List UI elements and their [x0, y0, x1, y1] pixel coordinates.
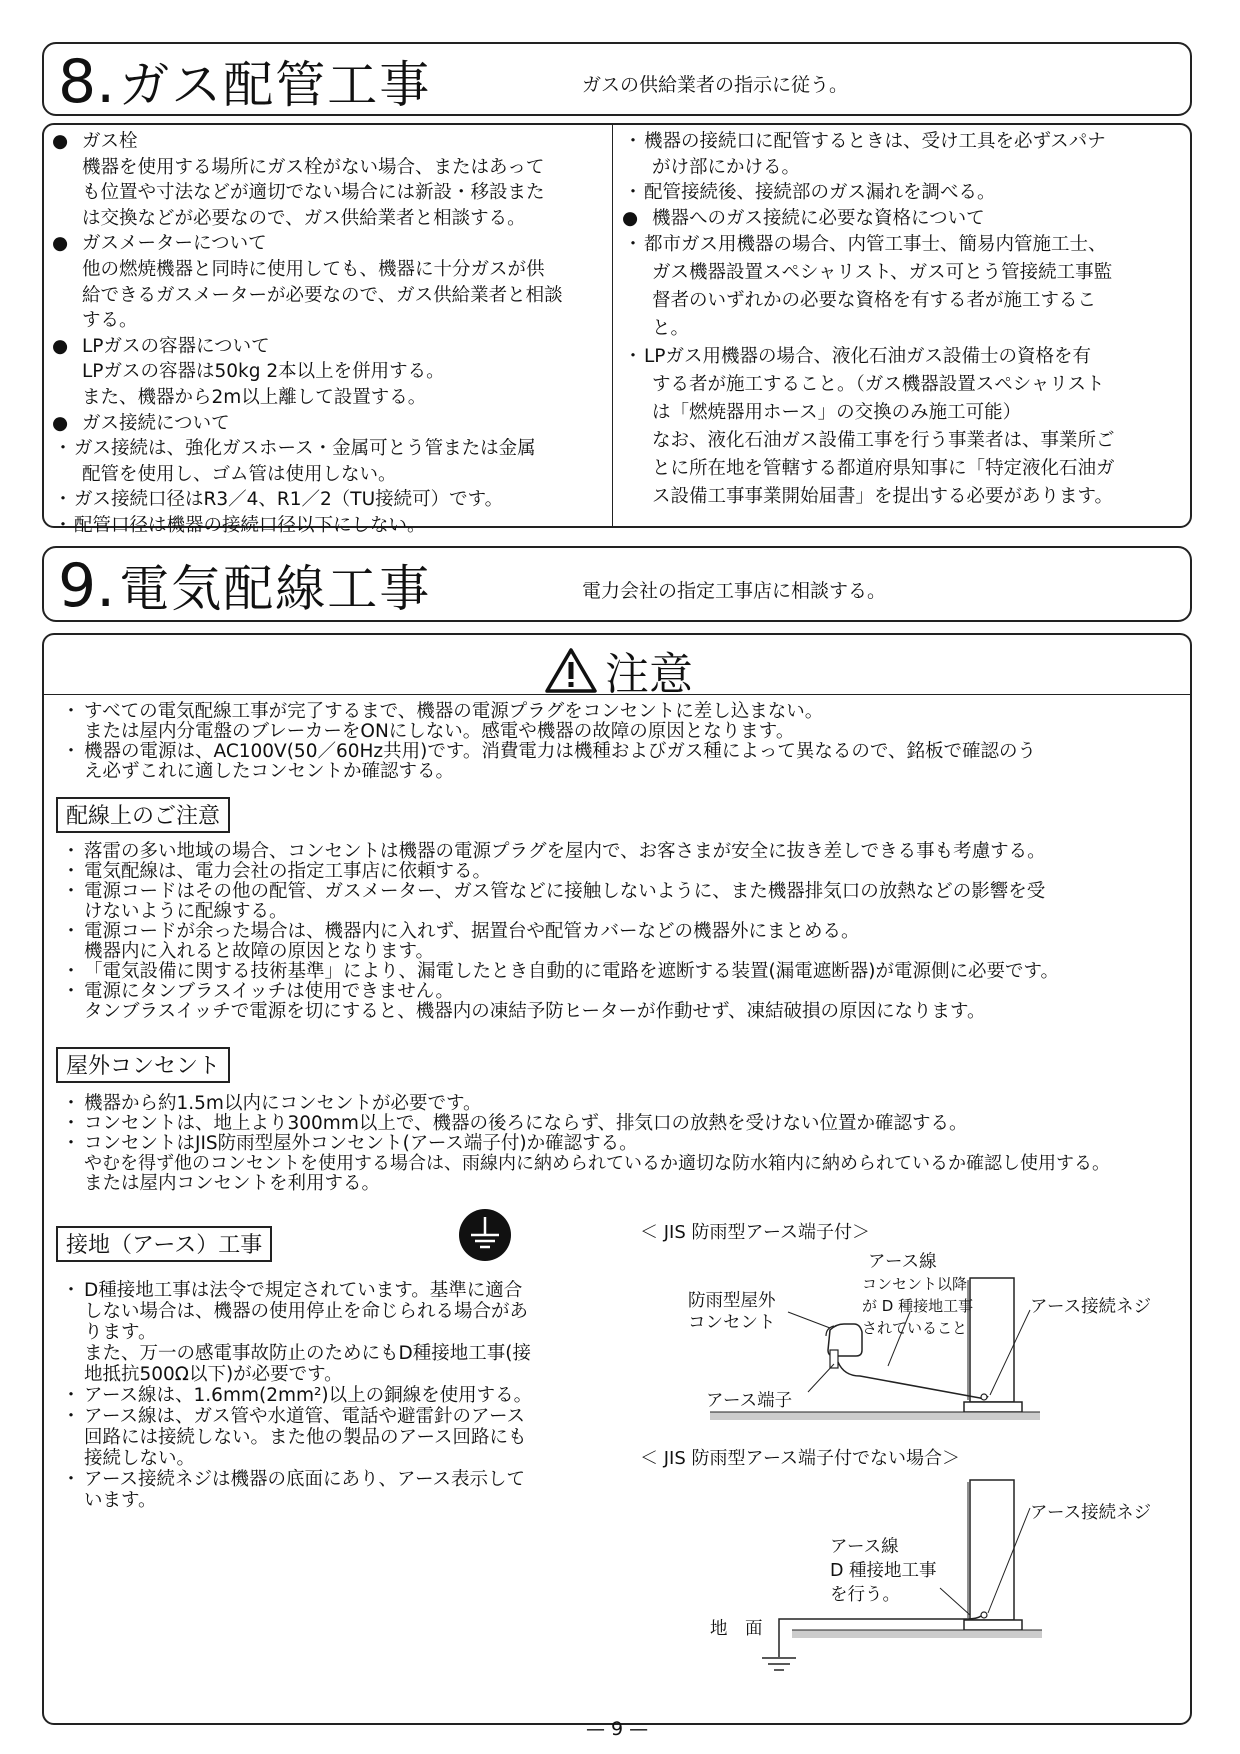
earth-item: アース線は、ガス管や水道管、電話や避雷針のアース — [84, 1406, 526, 1427]
sec8-number: 8. — [58, 47, 116, 117]
meter-line: 他の燃焼機器と同時に使用しても、機器に十分ガスが供 — [82, 258, 545, 280]
qual-item-cont: と。 — [652, 318, 690, 340]
qual-item-cont: とに所在地を管轄する都道府県知事に「特定液化石油ガ — [652, 458, 1115, 480]
bullet-dot-icon: ・ — [623, 346, 643, 368]
diagram1-earth-wire: アース線 — [868, 1252, 937, 1272]
bullet-dot-icon: ・ — [623, 131, 643, 152]
lp-line: また、機器から2m以上離して設置する。 — [82, 386, 427, 408]
diagram1-note: コンセント以降 — [862, 1275, 968, 1293]
connect-item: 配管口径は機器の接続口径以下にしない。 — [74, 514, 426, 536]
bullet-circle-icon: ● — [52, 412, 69, 434]
bullet-circle-icon: ● — [52, 335, 69, 357]
gasstopper-line: は交換などが必要なので、ガス供給業者と相談する。 — [82, 207, 526, 229]
bullet-circle-icon: ● — [52, 233, 69, 255]
outdoor-item-cont: または屋内コンセントを利用する。 — [84, 1173, 381, 1194]
page-number: — 9 — — [586, 1718, 649, 1740]
diagram2-earth-line: D 種接地工事 — [830, 1561, 937, 1581]
meter-line: 給できるガスメーターが必要なので、ガス供給業者と相談 — [82, 284, 563, 306]
sec9-name: 電気配線工事 — [119, 560, 432, 618]
bullet-circle-icon: ● — [622, 207, 639, 229]
diagram1-terminal-label: アース端子 — [706, 1391, 793, 1411]
ground-symbol-icon — [458, 1208, 512, 1262]
wiring-item-cont: けないように配線する。 — [84, 901, 288, 922]
earth-item-cont: 地抵抗500Ω以下)が必要です。 — [84, 1364, 343, 1385]
wiring-item-cont: タンブラスイッチで電源を切にすると、機器内の凍結予防ヒーターが作動せず、凍結破損の原因になります。 — [84, 1001, 986, 1022]
qual-item-cont: は「燃焼器用ホース」の交換のみ施工可能） — [652, 402, 1022, 424]
caution-title — [545, 638, 693, 702]
qual-item-cont: ガス機器設置スペシャリスト、ガス可とう管接続工事監 — [652, 262, 1113, 284]
bullet-dot-icon: ・ — [61, 981, 81, 1002]
earth-item-cont: ります。 — [84, 1322, 157, 1343]
bullet-dot-icon: ・ — [61, 701, 81, 722]
earth-item-cont: 回路には接続しない。また他の製品のアース回路にも — [84, 1427, 527, 1448]
sec8-name: ガス配管工事 — [119, 56, 432, 114]
wiring-item: 電源にタンブラスイッチは使用できません。 — [84, 981, 454, 1002]
qual-item-cont: なお、液化石油ガス設備工事を行う事業者は、事業所ご — [652, 430, 1115, 452]
wiring-list — [58, 842, 1178, 1022]
sec8-right-column — [622, 129, 1182, 511]
diagram2-screw-label: アース接続ネジ — [1030, 1503, 1152, 1523]
sec9-title — [58, 551, 432, 621]
qual-item-cont: する者が施工すること。（ガス機器設置スペシャリスト — [652, 374, 1105, 396]
bullet-dot-icon: ・ — [61, 861, 81, 882]
bullet-dot-icon: ・ — [61, 881, 81, 902]
bullet-dot-icon: ・ — [53, 489, 73, 511]
bullet-dot-icon: ・ — [61, 961, 81, 982]
wiring-item: 落雷の多い地域の場合、コンセントは機器の電源プラグを屋内で、お客さまが安全に抜き差しできる事も考慮する。 — [84, 841, 1046, 862]
earth-list — [58, 1280, 618, 1511]
sec8-title — [58, 47, 432, 117]
bullet-dot-icon: ・ — [61, 1133, 81, 1154]
diagram1-caption: ＜ JIS 防雨型アース端子付＞ — [640, 1222, 871, 1243]
diagram1-screw-label: アース接続ネジ — [1030, 1297, 1152, 1317]
earth-title-box: 接地（アース）工事 — [56, 1226, 272, 1262]
bullet-dot-icon: ・ — [53, 514, 73, 536]
earth-item-cont: また、万一の感電事故防止のためにもD種接地工事(接 — [84, 1343, 531, 1364]
diagram1-outlet-label: コンセント — [688, 1313, 776, 1333]
caution-item: 機器の電源は、AC100V(50／60Hz共用)です。消費電力は機種およびガス種によって異なるので、銘板で確認のう — [84, 741, 1037, 762]
lp-title: LPガスの容器について — [82, 335, 270, 357]
caution-item-cont: え必ずこれに適したコンセントか確認する。 — [84, 761, 455, 782]
sec8-note: ガスの供給業者の指示に従う。 — [582, 74, 849, 96]
outdoor-list — [58, 1094, 1188, 1194]
sec9-note: 電力会社の指定工事店に相談する。 — [582, 580, 887, 602]
gasstopper-line: も位置や寸法などが適切でない場合には新設・移設また — [82, 182, 545, 204]
wiring-item: 電気配線は、電力会社の指定工事店に依頼する。 — [84, 861, 492, 882]
caution-intro — [58, 702, 1178, 782]
sec8-left-column — [52, 129, 608, 539]
bullet-dot-icon: ・ — [61, 841, 81, 862]
connect-item-cont: 配管を使用し、ゴム管は使用しない。 — [82, 463, 397, 485]
gasstopper-title: ガス栓 — [82, 131, 138, 152]
bullet-dot-icon: ・ — [61, 1469, 81, 1490]
earth-item-cont: しない場合は、機器の使用停止を命じられる場合があ — [84, 1301, 529, 1322]
gasstopper-line: 機器を使用する場所にガス栓がない場合、またはあって — [82, 156, 545, 178]
outdoor-item: コンセントは、地上より300mm以上で、機器の後ろにならず、排気口の放熱を受けない位置か確認する。 — [84, 1113, 968, 1134]
caution-title-text: 注意 — [605, 649, 693, 700]
bullet-dot-icon: ・ — [623, 182, 643, 204]
earth-item: D種接地工事は法令で規定されています。基準に適合 — [84, 1280, 523, 1301]
caution-item: すべての電気配線工事が完了するまで、機器の電源プラグをコンセントに差し込まない。 — [84, 701, 824, 722]
connect-item: ガス接続は、強化ガスホース・金属可とう管または金属 — [74, 438, 536, 460]
bullet-dot-icon: ・ — [61, 1113, 81, 1134]
earth-item: アース線は、1.6mm(2mm²)以上の銅線を使用する。 — [84, 1385, 533, 1406]
warning-icon — [545, 647, 597, 693]
diagram2-earth-line: を行う。 — [830, 1585, 900, 1605]
qual-item: LPガス用機器の場合、液化石油ガス設備士の資格を有 — [644, 346, 1091, 368]
wiring-item: 電源コードはその他の配管、ガスメーター、ガス管などに接触しないように、また機器排気口の放熱などの影響を受 — [84, 881, 1046, 902]
earth-item-cont: います。 — [84, 1490, 157, 1511]
meter-line: する。 — [82, 310, 138, 332]
diagram1-note: されていること — [862, 1319, 968, 1337]
bullet-dot-icon: ・ — [61, 921, 81, 942]
bullet-dot-icon: ・ — [61, 1406, 81, 1427]
right-item: 機器の接続口に配管するときは、受け工具を必ずスパナ — [644, 131, 1106, 152]
earth-item: アース接続ネジは機器の底面にあり、アース表示して — [84, 1469, 526, 1490]
right-item: 配管接続後、接続部のガス漏れを調べる。 — [644, 182, 996, 204]
bullet-dot-icon: ・ — [61, 741, 81, 762]
bullet-circle-icon: ● — [52, 131, 69, 152]
wiring-item: 電源コードが余った場合は、機器内に入れず、据置台や配管カバーなどの機器外にまとめる。 — [84, 921, 860, 942]
qual-item-cont: ス設備工事事業開始届書」を提出する必要があります。 — [652, 486, 1114, 508]
bullet-dot-icon: ・ — [61, 1280, 81, 1301]
wiring-item: 「電気設備に関する技術基準」により、漏電したとき自動的に電路を遮断する装置(漏電遮断器)が電源側に必要です。 — [84, 961, 1059, 982]
caution-title-rule — [44, 694, 1190, 695]
outdoor-item: コンセントはJIS防雨型屋外コンセント(アース端子付)か確認する。 — [84, 1133, 638, 1154]
outdoor-item: 機器から約1.5m以内にコンセントが必要です。 — [84, 1093, 482, 1114]
wiring-title-box: 配線上のご注意 — [56, 797, 230, 833]
lp-line: LPガスの容器は50kg 2本以上を併用する。 — [82, 361, 445, 383]
connect-title: ガス接続について — [82, 412, 230, 434]
diagram1-note: が D 種接地工事 — [862, 1297, 974, 1315]
earth-item-cont: 接続しない。 — [84, 1448, 196, 1469]
bullet-dot-icon: ・ — [53, 438, 73, 460]
outdoor-item-cont: やむを得ず他のコンセントを使用する場合は、雨線内に納められているか適切な防水箱内に納められているか確認し使用する。 — [84, 1153, 1110, 1174]
diagram2-caption: ＜ JIS 防雨型アース端子付でない場合＞ — [640, 1448, 961, 1469]
connect-item: ガス接続口径はR3／4、R1／2（TU接続可）です。 — [74, 489, 504, 511]
outdoor-title-box: 屋外コンセント — [56, 1047, 230, 1083]
bullet-dot-icon: ・ — [61, 1093, 81, 1114]
diagram1-outlet-label: 防雨型屋外 — [688, 1291, 776, 1311]
meter-title: ガスメーターについて — [82, 233, 267, 255]
qual-item-cont: 督者のいずれかの必要な資格を有する者が施工するこ — [652, 290, 1097, 312]
sec8-column-divider — [612, 125, 613, 526]
qual-title: 機器へのガス接続に必要な資格について — [652, 207, 985, 229]
sec9-number: 9. — [58, 551, 116, 621]
diagram2-earth-line: アース線 — [830, 1537, 899, 1557]
right-item-cont: がけ部にかける。 — [652, 156, 801, 178]
diagram2-ground-label: 地 面 — [710, 1619, 763, 1639]
qual-item: 都市ガス用機器の場合、内管工事士、簡易内管施工士、 — [644, 234, 1107, 256]
caution-item-cont: または屋内分電盤のブレーカーをONにしない。感電や機器の故障の原因となります。 — [84, 721, 795, 742]
bullet-dot-icon: ・ — [623, 234, 643, 256]
wiring-item-cont: 機器内に入れると故障の原因となります。 — [84, 941, 435, 962]
bullet-dot-icon: ・ — [61, 1385, 81, 1406]
